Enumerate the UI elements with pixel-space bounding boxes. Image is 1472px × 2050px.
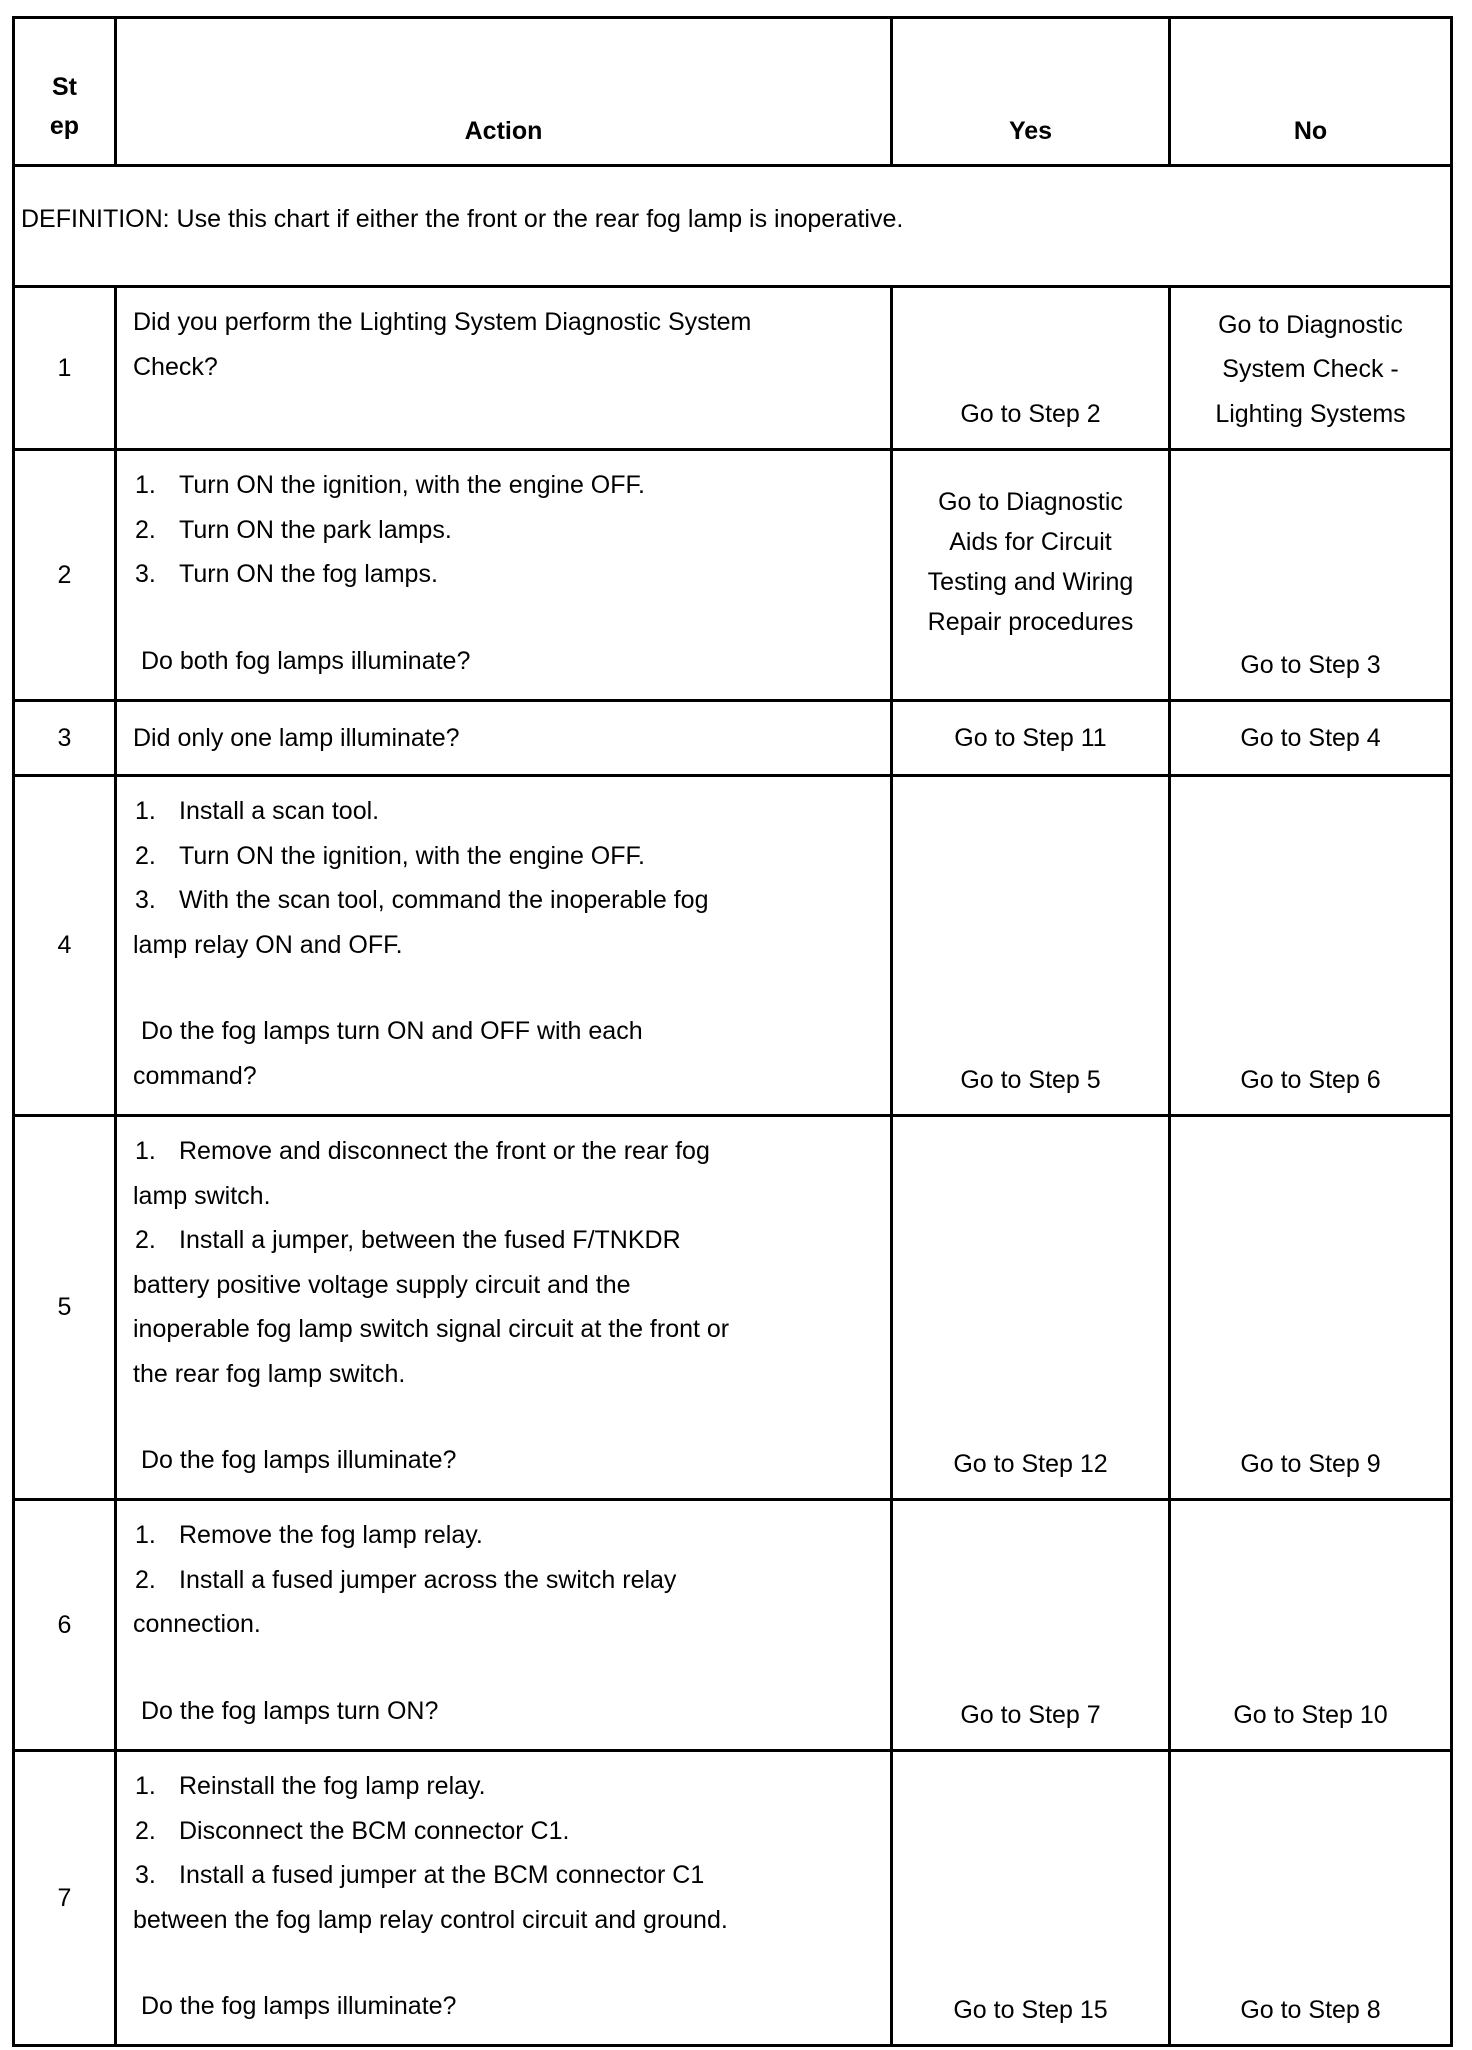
step-number: 3: [14, 701, 116, 776]
action-cell: 1. Reinstall the fog lamp relay. 2. Disconnect the BCM connector C1. 3. Install a fused jumper at the BCM connector C1 between the fog lamp relay control circuit and ground. Do the fog lamps illuminate?: [116, 1751, 892, 2046]
yes-cell: Go to Diagnostic Aids for Circuit Testing and Wiring Repair procedures: [892, 450, 1170, 701]
no-cell: Go to Step 4: [1170, 701, 1452, 776]
step-number: 5: [14, 1116, 116, 1500]
definition-text: DEFINITION: Use this chart if either the front or the rear fog lamp is inoperative.: [14, 166, 1452, 287]
step-number: 4: [14, 776, 116, 1116]
no-cell: Go to Diagnostic System Check - Lighting Systems: [1170, 287, 1452, 450]
step-number: 7: [14, 1751, 116, 2046]
action-cell: Did only one lamp illuminate?: [116, 701, 892, 776]
yes-cell: Go to Step 5: [892, 776, 1170, 1116]
diagnostic-chart-table: [12, 16, 1453, 2047]
action-cell: 1. Install a scan tool. 2. Turn ON the ignition, with the engine OFF. 3. With the scan tool, command the inoperable fog lamp relay ON and OFF. Do the fog lamps turn ON and OFF with each command?: [116, 776, 892, 1116]
header-step: St ep: [14, 18, 116, 166]
yes-cell: Go to Step 7: [892, 1500, 1170, 1751]
header-yes: Yes: [892, 18, 1170, 166]
table-row: [14, 287, 1452, 450]
no-cell: Go to Step 10: [1170, 1500, 1452, 1751]
table-row: [14, 776, 1452, 1116]
action-cell: 1. Remove and disconnect the front or the rear fog lamp switch. 2. Install a jumper, between the fused F/TNKDR battery positive voltage supply circuit and the inoperable fog lamp switch signal circuit at the front or the rear fog lamp switch. Do the fog lamps illuminate?: [116, 1116, 892, 1500]
no-cell: Go to Step 6: [1170, 776, 1452, 1116]
definition-row: [14, 166, 1452, 287]
step-number: 6: [14, 1500, 116, 1751]
table-row: [14, 701, 1452, 776]
step-number: 1: [14, 287, 116, 450]
table-row: [14, 1116, 1452, 1500]
yes-cell: Go to Step 11: [892, 701, 1170, 776]
header-action: Action: [116, 18, 892, 166]
table-row: [14, 1500, 1452, 1751]
action-cell: Did you perform the Lighting System Diagnostic System Check?: [116, 287, 892, 450]
action-cell: 1. Turn ON the ignition, with the engine OFF. 2. Turn ON the park lamps. 3. Turn ON the fog lamps. Do both fog lamps illuminate?: [116, 450, 892, 701]
yes-cell: Go to Step 12: [892, 1116, 1170, 1500]
table-row: [14, 1751, 1452, 2046]
step-number: 2: [14, 450, 116, 701]
table-row: [14, 450, 1452, 701]
header-row: [14, 18, 1452, 166]
no-cell: Go to Step 8: [1170, 1751, 1452, 2046]
no-cell: Go to Step 3: [1170, 450, 1452, 701]
yes-cell: Go to Step 15: [892, 1751, 1170, 2046]
no-cell: Go to Step 9: [1170, 1116, 1452, 1500]
yes-cell: Go to Step 2: [892, 287, 1170, 450]
action-cell: 1. Remove the fog lamp relay. 2. Install a fused jumper across the switch relay connection. Do the fog lamps turn ON?: [116, 1500, 892, 1751]
header-no: No: [1170, 18, 1452, 166]
